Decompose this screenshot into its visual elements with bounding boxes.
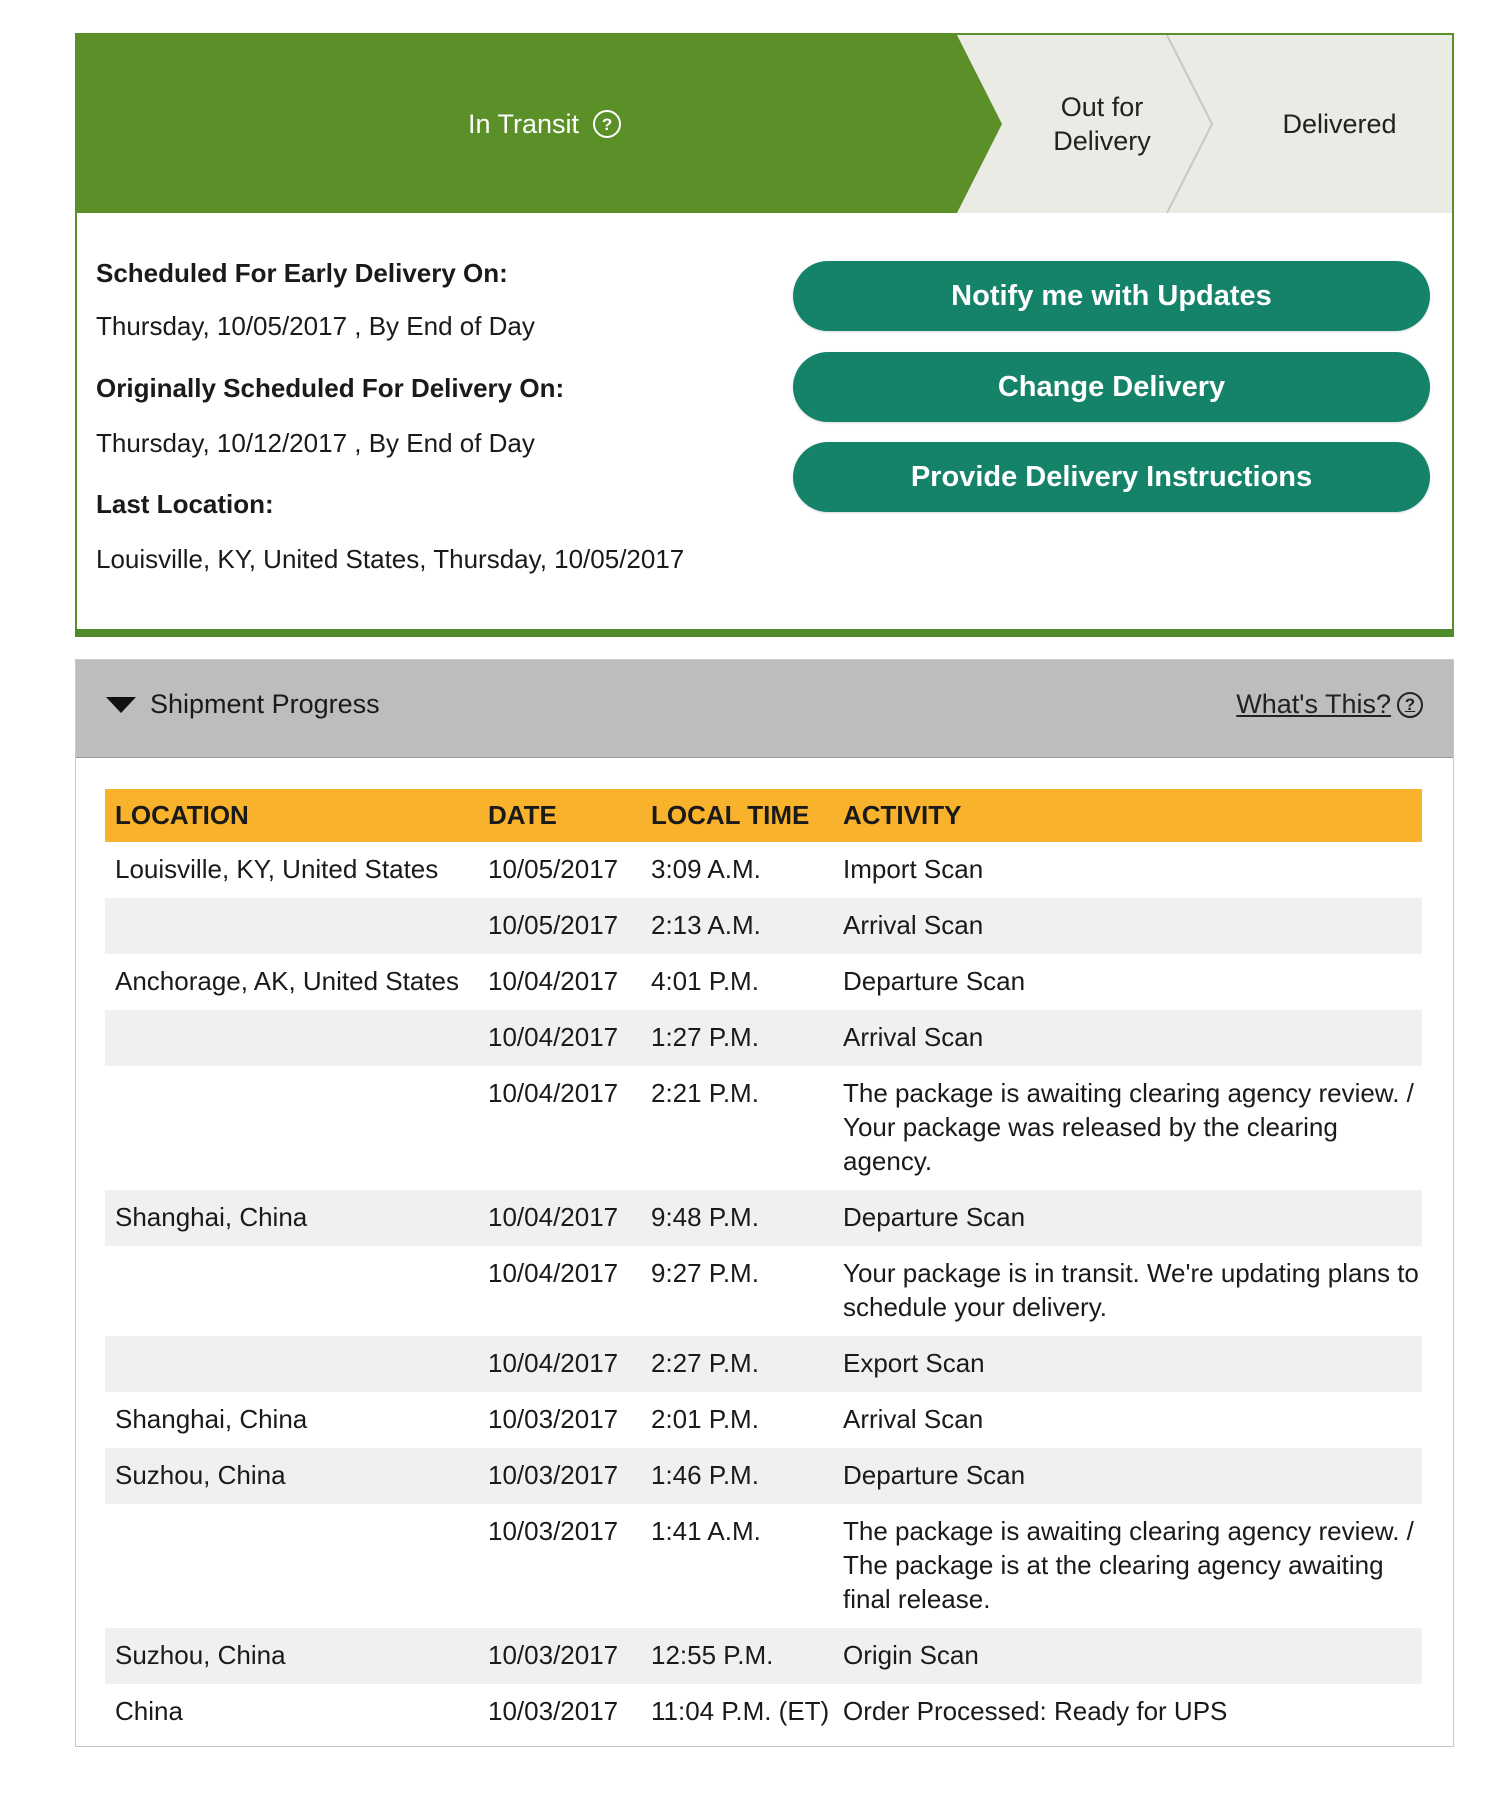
time-cell: 3:09 A.M. xyxy=(651,854,761,884)
last-location-value: Louisville, KY, United States, Thursday, 10/05/2017 xyxy=(96,544,685,574)
time-cell: 11:04 P.M. (ET) xyxy=(651,1696,830,1726)
activity-cell: Import Scan xyxy=(843,854,984,884)
last-location-label: Last Location: xyxy=(96,489,274,519)
time-cell: 12:55 P.M. xyxy=(651,1640,774,1670)
activity-cell: Order Processed: Ready for UPS xyxy=(843,1696,1228,1726)
location-cell: Suzhou, China xyxy=(115,1640,286,1670)
help-icon[interactable]: ? xyxy=(1397,692,1423,718)
location-cell: Louisville, KY, United States xyxy=(115,854,439,884)
location-cell xyxy=(105,1010,478,1066)
help-icon[interactable]: ? xyxy=(593,110,621,138)
early-delivery-label: Scheduled For Early Delivery On: xyxy=(96,258,508,288)
table-row xyxy=(105,1684,1422,1740)
table-row xyxy=(105,1010,1422,1066)
early-delivery-value: Thursday, 10/05/2017 , By End of Day xyxy=(96,311,535,341)
step-out-label-2: Delivery xyxy=(1053,126,1151,156)
shipment-progress-title: Shipment Progress xyxy=(150,689,380,719)
step-in-transit-label: In Transit xyxy=(467,109,580,139)
change-delivery-button[interactable]: Change Delivery xyxy=(793,352,1430,422)
table-row xyxy=(105,1448,1422,1504)
date-cell: 10/04/2017 xyxy=(488,1078,619,1108)
table-row xyxy=(105,1066,1422,1190)
column-header: LOCAL TIME xyxy=(651,800,810,830)
original-delivery-label: Originally Scheduled For Delivery On: xyxy=(96,373,565,403)
table-row xyxy=(105,898,1422,954)
whats-this-label[interactable]: What's This? xyxy=(1236,689,1391,719)
location-cell: Suzhou, China xyxy=(115,1460,286,1490)
activity-cell: Origin Scan xyxy=(843,1640,979,1670)
shipment-progress-toggle[interactable] xyxy=(106,689,380,720)
step-out-label-1: Out for xyxy=(1060,92,1144,122)
time-cell: 1:27 P.M. xyxy=(651,1022,759,1052)
date-cell: 10/04/2017 xyxy=(488,1202,619,1232)
whats-this-link[interactable] xyxy=(1236,689,1423,720)
date-cell: 10/03/2017 xyxy=(488,1640,619,1670)
delivery-instructions-button[interactable]: Provide Delivery Instructions xyxy=(793,442,1430,512)
activity-cell: Your package is in transit. We're updating plans to schedule your delivery. xyxy=(843,1258,1419,1322)
activity-cell: Departure Scan xyxy=(843,1202,1026,1232)
time-cell: 9:48 P.M. xyxy=(651,1202,759,1232)
location-cell: Shanghai, China xyxy=(115,1202,308,1232)
date-cell: 10/04/2017 xyxy=(488,1022,619,1052)
shipment-progress-header[interactable] xyxy=(76,660,1453,758)
activity-cell: Arrival Scan xyxy=(843,1404,984,1434)
table-row xyxy=(105,1246,1422,1336)
activity-cell: Departure Scan xyxy=(843,1460,1026,1490)
date-cell: 10/03/2017 xyxy=(488,1696,619,1726)
activity-cell: Arrival Scan xyxy=(843,1022,984,1052)
date-cell: 10/03/2017 xyxy=(488,1516,619,1546)
table-row xyxy=(105,1628,1422,1684)
table-row xyxy=(105,1336,1422,1392)
table-header-row xyxy=(105,789,1422,842)
column-header: DATE xyxy=(488,800,557,830)
step-out-for-delivery xyxy=(1007,35,1197,213)
step-delivered xyxy=(1227,35,1452,213)
table-row xyxy=(105,1504,1422,1628)
date-cell: 10/05/2017 xyxy=(488,854,619,884)
location-cell xyxy=(105,1066,478,1190)
date-cell: 10/03/2017 xyxy=(488,1460,619,1490)
time-cell: 2:27 P.M. xyxy=(651,1348,759,1378)
location-cell: Shanghai, China xyxy=(115,1404,308,1434)
activity-cell: Departure Scan xyxy=(843,966,1026,996)
shipment-table xyxy=(105,789,1422,1740)
date-cell: 10/03/2017 xyxy=(488,1404,619,1434)
activity-cell: The package is awaiting clearing agency review. / Your package was released by the clearing agency. xyxy=(843,1078,1414,1176)
location-cell: Anchorage, AK, United States xyxy=(115,966,459,996)
column-header: LOCATION xyxy=(115,800,249,830)
time-cell: 1:41 A.M. xyxy=(651,1516,761,1546)
progress-stepper xyxy=(77,35,1452,213)
location-cell: China xyxy=(115,1696,183,1726)
activity-cell: The package is awaiting clearing agency review. / The package is at the clearing agency awaiting final release. xyxy=(843,1516,1414,1614)
time-cell: 1:46 P.M. xyxy=(651,1460,759,1490)
date-cell: 10/04/2017 xyxy=(488,1348,619,1378)
table-row xyxy=(105,1190,1422,1246)
original-delivery-value: Thursday, 10/12/2017 , By End of Day xyxy=(96,428,535,458)
shipment-table-wrap xyxy=(105,789,1422,1740)
time-cell: 2:01 P.M. xyxy=(651,1404,759,1434)
column-header: ACTIVITY xyxy=(843,800,962,830)
location-cell xyxy=(105,898,478,954)
table-row xyxy=(105,1392,1422,1448)
table-row xyxy=(105,842,1422,898)
caret-down-icon xyxy=(106,697,136,713)
status-card xyxy=(75,33,1454,637)
time-cell: 9:27 P.M. xyxy=(651,1258,759,1288)
activity-cell: Export Scan xyxy=(843,1348,985,1378)
step-delivered-label: Delivered xyxy=(1282,109,1397,139)
date-cell: 10/05/2017 xyxy=(488,910,619,940)
date-cell: 10/04/2017 xyxy=(488,1258,619,1288)
time-cell: 2:21 P.M. xyxy=(651,1078,759,1108)
date-cell: 10/04/2017 xyxy=(488,966,619,996)
time-cell: 4:01 P.M. xyxy=(651,966,759,996)
time-cell: 2:13 A.M. xyxy=(651,910,761,940)
step-in-transit xyxy=(77,35,1012,213)
shipment-progress-panel xyxy=(75,659,1454,1747)
notify-updates-button[interactable]: Notify me with Updates xyxy=(793,261,1430,331)
table-row xyxy=(105,954,1422,1010)
location-cell xyxy=(105,1336,478,1392)
location-cell xyxy=(105,1504,478,1628)
activity-cell: Arrival Scan xyxy=(843,910,984,940)
location-cell xyxy=(105,1246,478,1336)
